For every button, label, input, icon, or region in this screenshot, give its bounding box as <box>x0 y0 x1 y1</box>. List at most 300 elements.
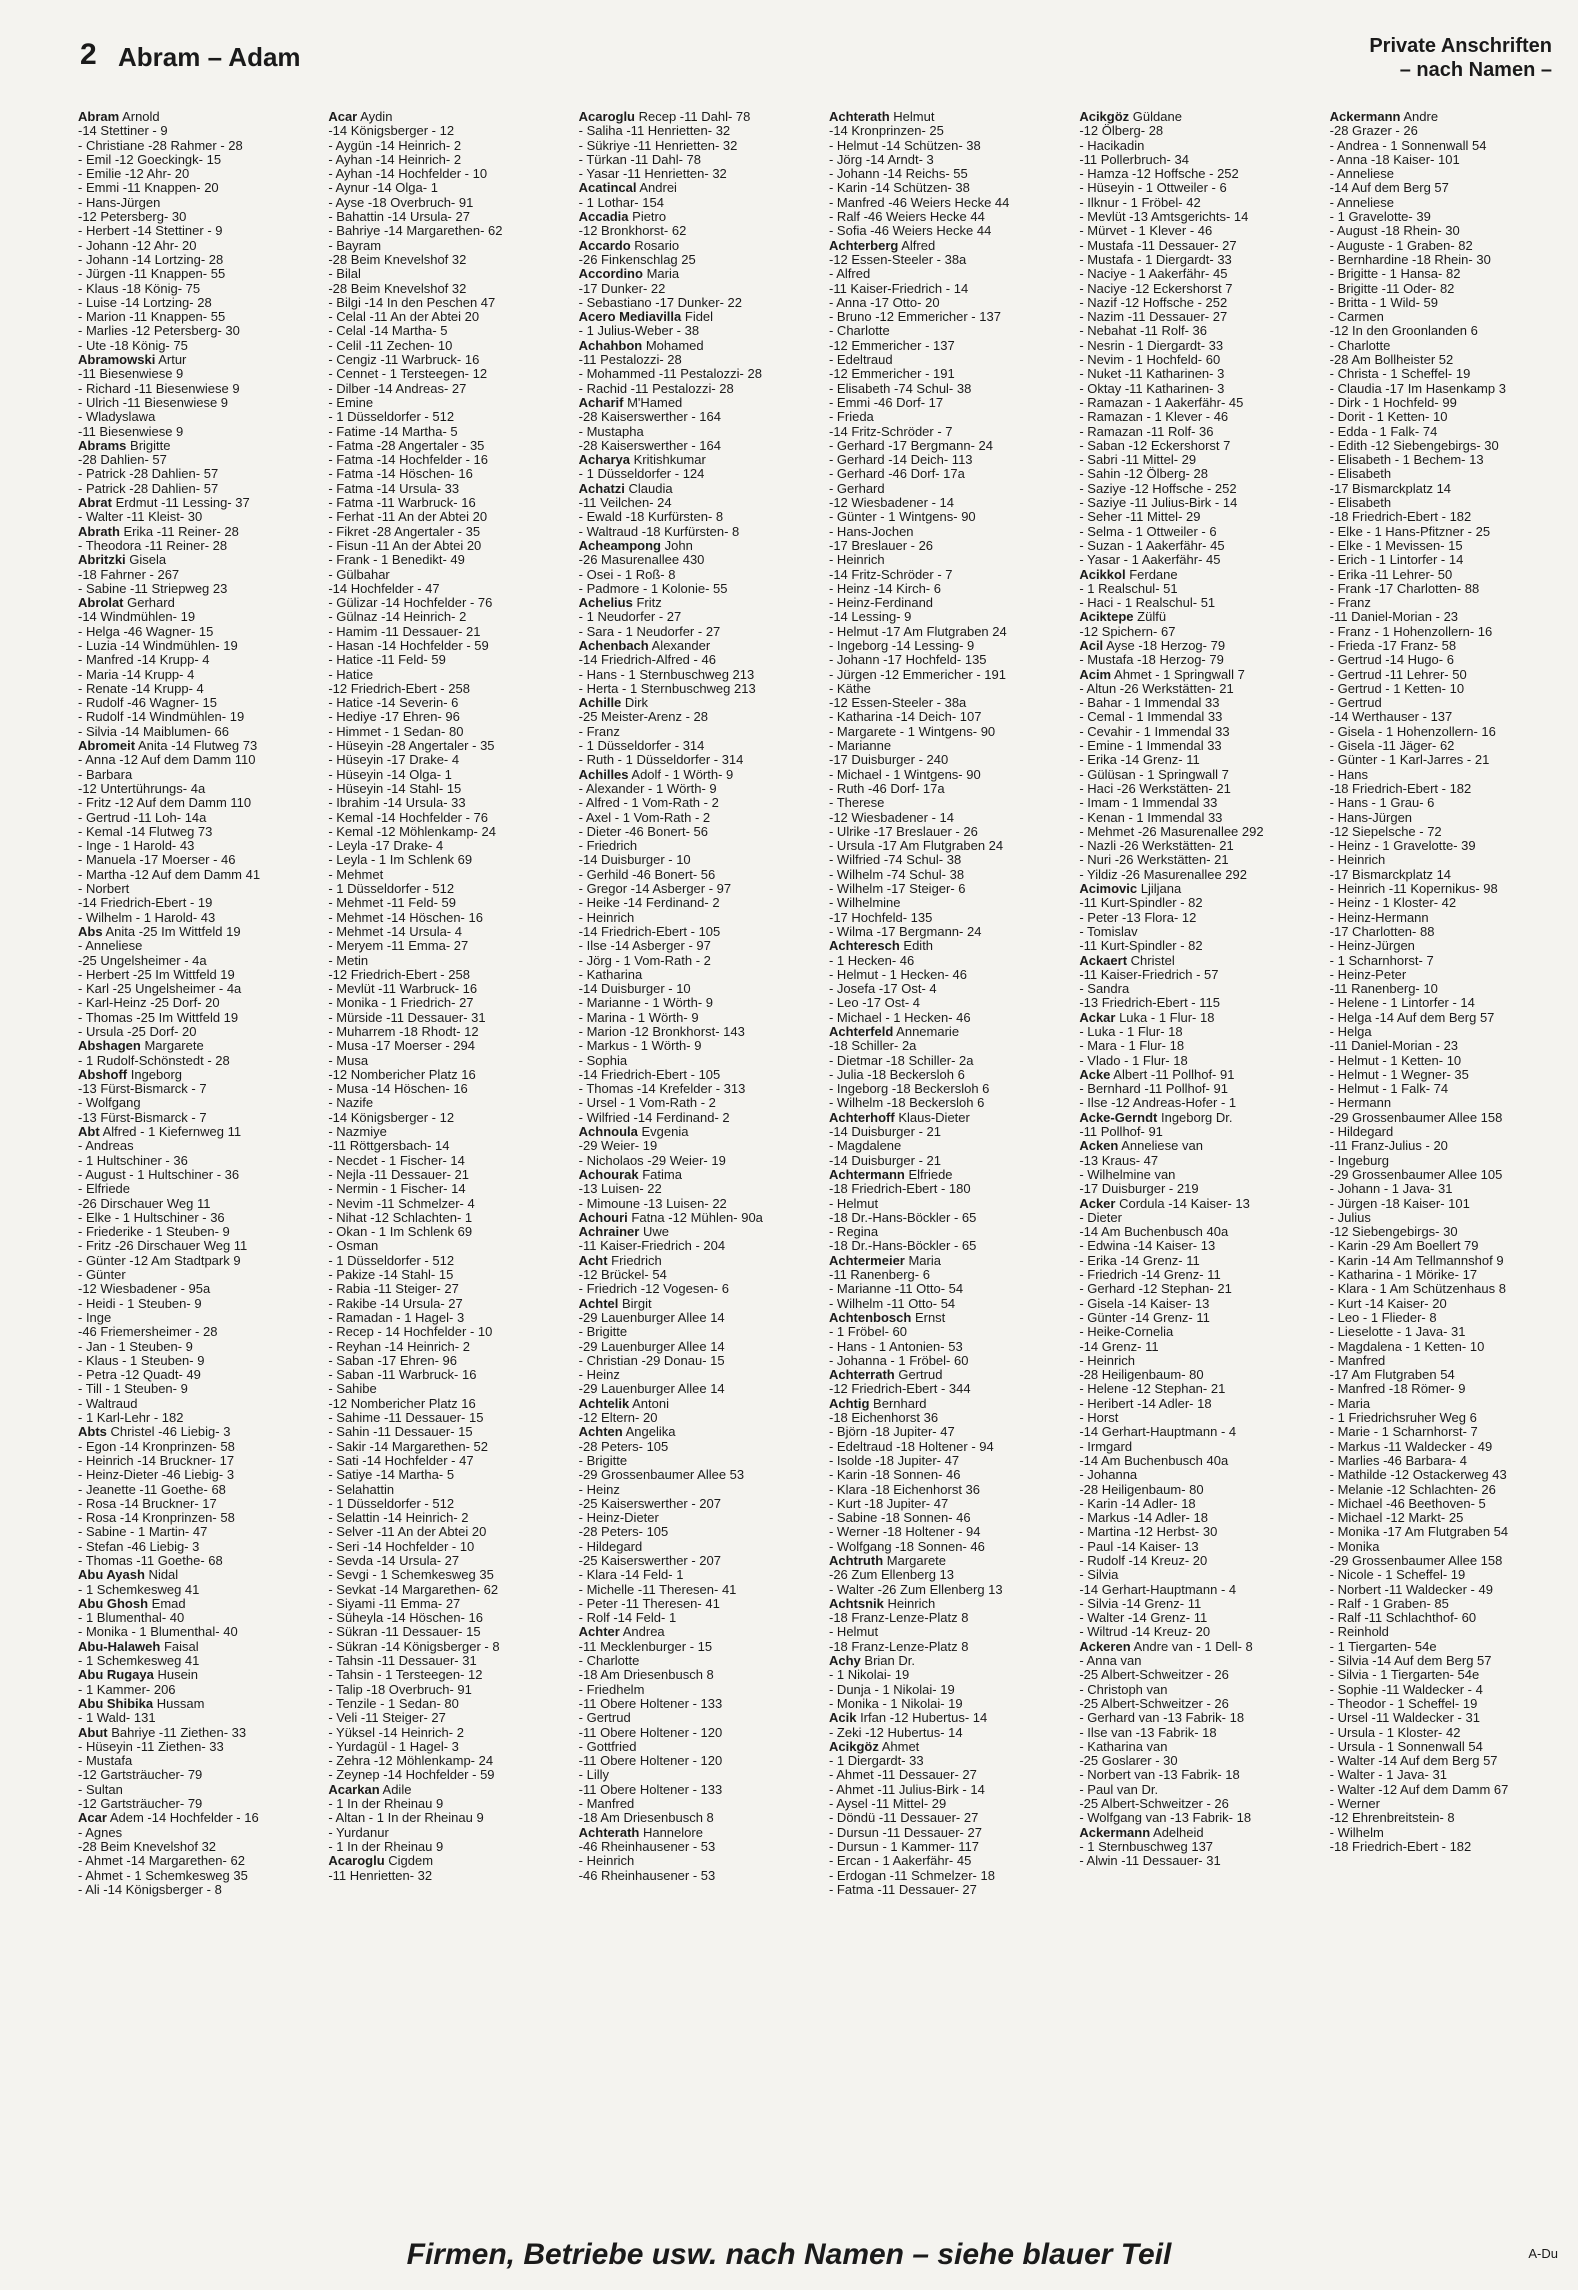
directory-entry <box>1330 1025 1568 1039</box>
entry-surname: Achourak <box>578 1167 639 1182</box>
entry-details: - Zehra -12 Möhlenkamp- 24 <box>328 1754 494 1769</box>
directory-entry <box>328 1154 566 1168</box>
directory-entry <box>1330 1740 1568 1754</box>
directory-entry <box>328 1783 566 1797</box>
directory-entry <box>1079 882 1317 896</box>
directory-entry <box>579 1340 817 1354</box>
directory-entry <box>1079 1282 1317 1296</box>
entry-details: - Altan - 1 In der Rheinau 9 <box>328 1811 484 1826</box>
entry-details: - Imam - 1 Immendal 33 <box>1079 796 1218 811</box>
directory-entry <box>1330 1625 1568 1639</box>
column-6 <box>1330 110 1568 2230</box>
entry-details: - Elisabeth -74 Schul- 38 <box>828 381 972 396</box>
entry-details: - Johann - 1 Java- 31 <box>1329 1182 1453 1197</box>
entry-details: - Günter <box>78 1268 126 1283</box>
directory-entry <box>1330 710 1568 724</box>
entry-details: - Yasar -11 Henrietten- 32 <box>578 167 727 182</box>
entry-details: - Ramazan - 1 Aakerfähr- 45 <box>1079 395 1244 410</box>
directory-entry <box>579 1039 817 1053</box>
entry-details: - Padmore - 1 Kolonie- 55 <box>578 581 728 596</box>
directory-entry <box>1079 1197 1317 1211</box>
entry-details: - Fatma -14 Ursula- 33 <box>328 481 460 496</box>
directory-entry <box>829 267 1067 281</box>
directory-entry <box>78 1840 316 1854</box>
entry-surname: Abt <box>78 1125 100 1140</box>
directory-entry <box>1079 811 1317 825</box>
directory-entry <box>78 181 316 195</box>
directory-entry <box>1079 110 1317 124</box>
directory-entry <box>579 925 817 939</box>
entry-details: - Richard -11 Biesenwiese 9 <box>78 381 240 396</box>
entry-details: Ingeborg Dr. <box>1157 1110 1233 1125</box>
entry-surname: Achy <box>828 1654 861 1669</box>
entry-surname: Achterberg <box>828 238 899 253</box>
entry-details: - Selattin -14 Heinrich- 2 <box>328 1511 469 1526</box>
entry-details: - Elisabeth <box>1329 467 1392 482</box>
entry-details: - Türkan -11 Dahl- 78 <box>578 152 702 167</box>
directory-entry <box>1079 1754 1317 1768</box>
directory-entry <box>78 596 316 610</box>
entry-details: - Rosa -14 Bruckner- 17 <box>78 1496 217 1511</box>
entry-details: - 1 Gravelotte- 39 <box>1329 210 1431 225</box>
entry-details: - Celal -11 An der Abtei 20 <box>328 310 480 325</box>
directory-entry <box>78 510 316 524</box>
entry-details: - Monika - 1 Nikolai- 19 <box>828 1696 963 1711</box>
entry-details: - Friedrich -14 Grenz- 11 <box>1079 1268 1221 1283</box>
directory-entry <box>1079 496 1317 510</box>
directory-entry <box>579 739 817 753</box>
entry-details: - Alfred - 1 Vom-Rath - 2 <box>578 796 719 811</box>
entry-details: - 1 Neudorfer - 27 <box>578 610 682 625</box>
entry-surname: Achahbon <box>578 338 643 353</box>
entry-details: - 1 Düsseldorfer - 512 <box>328 882 455 897</box>
entry-details: - Friedrich <box>578 839 638 854</box>
entry-details: - Hatice -11 Feld- 59 <box>328 653 446 668</box>
entry-surname: Abu Ayash <box>78 1568 145 1583</box>
entry-details: - Johanna - 1 Fröbel- 60 <box>828 1353 969 1368</box>
entry-details: - Yasar - 1 Aakerfähr- 45 <box>1079 553 1221 568</box>
entry-details: - Gregor -14 Asberger - 97 <box>578 882 732 897</box>
entry-details: - Manfred -14 Krupp- 4 <box>78 653 210 668</box>
entry-details: - 1 Rudolf-Schönstedt - 28 <box>78 1053 230 1068</box>
entry-details: - Margarete - 1 Wintgens- 90 <box>828 724 996 739</box>
directory-entry <box>579 1540 817 1554</box>
directory-entry <box>78 1397 316 1411</box>
directory-entry <box>829 1654 1067 1668</box>
entry-details: - Wilhelmine <box>828 896 901 911</box>
entry-details: -46 Rheinhausener - 53 <box>578 1839 716 1854</box>
entry-details: Adile <box>379 1782 412 1797</box>
entry-details: -14 Werthauser - 137 <box>1329 710 1453 725</box>
directory-entry <box>579 939 817 953</box>
entry-details: - Marlies -46 Barbara- 4 <box>1329 1453 1467 1468</box>
page-number: 2 <box>80 38 97 71</box>
directory-entry <box>1330 911 1568 925</box>
directory-entry <box>1330 1468 1568 1482</box>
entry-details: - Bahar - 1 Immendal 33 <box>1079 696 1220 711</box>
entry-details: - Mehmet -26 Masurenallee 292 <box>1079 824 1264 839</box>
directory-entry <box>1330 582 1568 596</box>
entry-details: - Elke - 1 Hultschiner - 36 <box>78 1210 225 1225</box>
entry-details: - Sabine -11 Striepweg 23 <box>78 581 228 596</box>
directory-entry <box>1330 167 1568 181</box>
entry-details: - Hüseyin -17 Drake- 4 <box>328 753 460 768</box>
directory-entry <box>328 1397 566 1411</box>
entry-details: - Gisela - 1 Hohenzollern- 16 <box>1329 724 1496 739</box>
entry-surname: Acht <box>578 1253 608 1268</box>
entry-details: - Brigitte -11 Oder- 82 <box>1329 281 1455 296</box>
directory-entry <box>1079 1382 1317 1396</box>
entry-details: - Walter -14 Auf dem Berg 57 <box>1329 1754 1498 1769</box>
entry-details: - Helene - 1 Lintorfer - 14 <box>1329 996 1475 1011</box>
entry-details: -28 Beim Knevelshof 32 <box>78 1839 217 1854</box>
entry-details: Aydin <box>357 110 393 124</box>
entry-details: -28 Peters- 105 <box>578 1525 669 1540</box>
directory-entry <box>328 110 566 124</box>
directory-entry <box>1330 539 1568 553</box>
entry-details: - Rudolf -46 Wagner- 15 <box>78 696 217 711</box>
entry-details: - 1 Scharnhorst- 7 <box>1329 953 1434 968</box>
directory-entry <box>78 568 316 582</box>
entry-details: - Frank -17 Charlotten- 88 <box>1329 581 1480 596</box>
directory-entry <box>579 1311 817 1325</box>
directory-entry <box>1079 968 1317 982</box>
directory-entry <box>78 382 316 396</box>
entry-details: - 1 Tiergarten- 54e <box>1329 1639 1437 1654</box>
directory-entry <box>579 625 817 639</box>
entry-details: - Ibrahim -14 Ursula- 33 <box>328 796 466 811</box>
entry-details: - Manfred <box>578 1797 635 1812</box>
entry-details: - Ercan - 1 Aakerfähr- 45 <box>828 1854 972 1869</box>
directory-entry <box>579 568 817 582</box>
entry-details: -11 Kurt-Spindler - 82 <box>1079 939 1203 954</box>
entry-details: -14 Kronprinzen- 25 <box>828 124 944 139</box>
entry-details: - Hans-Jürgen <box>78 195 161 210</box>
entry-surname: Abrams <box>78 438 127 453</box>
directory-entry <box>328 911 566 925</box>
entry-details: Gerhard <box>123 596 175 611</box>
directory-entry <box>1330 753 1568 767</box>
entry-details: - Markus -14 Adler- 18 <box>1079 1511 1208 1526</box>
entry-details: -28 Heiligenbaum- 80 <box>1079 1482 1204 1497</box>
directory-entry <box>328 882 566 896</box>
directory-entry <box>1079 825 1317 839</box>
entry-details: - 1 In der Rheinau 9 <box>328 1797 444 1812</box>
directory-entry <box>579 1668 817 1682</box>
directory-entry <box>328 1211 566 1225</box>
directory-entry <box>1079 410 1317 424</box>
directory-entry <box>78 582 316 596</box>
directory-entry <box>78 653 316 667</box>
entry-details: - Hacikadin <box>1079 138 1145 153</box>
entry-details: -29 Grossenbaumer Allee 158 <box>1329 1553 1503 1568</box>
entry-details: - Dieter <box>1079 1210 1122 1225</box>
entry-details: - Thomas -14 Krefelder - 313 <box>578 1082 746 1097</box>
entry-details: -18 Franz-Lenze-Platz 8 <box>828 1639 969 1654</box>
entry-details: - Hasan -14 Hochfelder - 59 <box>328 638 489 653</box>
directory-entry <box>1079 1668 1317 1682</box>
directory-entry <box>579 1597 817 1611</box>
directory-entry <box>78 882 316 896</box>
directory-entry <box>1330 1182 1568 1196</box>
entry-details: - Ruth - 1 Düsseldorfer - 314 <box>578 753 744 768</box>
directory-entry <box>829 110 1067 124</box>
entry-details: - Rakibe -14 Ursula- 27 <box>328 1296 463 1311</box>
directory-entry <box>829 668 1067 682</box>
entry-details: -14 Am Buchenbusch 40a <box>1079 1453 1229 1468</box>
entry-details: - Nihat -12 Schlachten- 1 <box>328 1210 473 1225</box>
entry-details: -11 Röttgersbach- 14 <box>328 1139 450 1154</box>
entry-details: - Mathilde -12 Ostackerweg 43 <box>1329 1468 1507 1483</box>
directory-entry <box>78 310 316 324</box>
entry-details: - Herbert -25 Im Wittfeld 19 <box>78 967 235 982</box>
entry-details: - Lilly <box>578 1768 609 1783</box>
entry-details: Recep -11 Dahl- 78 <box>635 110 751 124</box>
directory-entry <box>1079 1268 1317 1282</box>
entry-details: - Ahmet - 1 Schemkesweg 35 <box>78 1868 248 1883</box>
directory-entry <box>1079 1139 1317 1153</box>
directory-entry <box>1330 668 1568 682</box>
entry-details: - Klaus - 1 Steuben- 9 <box>78 1353 205 1368</box>
entry-details: - Nuket -11 Katharinen- 3 <box>1079 367 1225 382</box>
directory-entry <box>78 296 316 310</box>
entry-details: - Marianne <box>828 739 892 754</box>
directory-entry <box>579 1768 817 1782</box>
entry-surname: Acharya <box>578 453 630 468</box>
directory-entry <box>579 1111 817 1125</box>
directory-entry <box>829 1311 1067 1325</box>
entry-details: - Jörg - 1 Vom-Rath - 2 <box>578 953 711 968</box>
entry-surname: Abs <box>78 924 103 939</box>
entry-details: - Michael -12 Markt- 25 <box>1329 1511 1464 1526</box>
directory-entry <box>579 1239 817 1253</box>
directory-entry <box>328 1726 566 1740</box>
entry-details: Margarete <box>140 1039 204 1054</box>
directory-entry <box>579 1297 817 1311</box>
directory-entry <box>829 839 1067 853</box>
entry-details: -12 Siepelsche - 72 <box>1329 824 1442 839</box>
directory-entry <box>579 1225 817 1239</box>
directory-entry <box>1330 653 1568 667</box>
directory-entry <box>1330 1239 1568 1253</box>
directory-entry <box>829 1611 1067 1625</box>
directory-entry <box>579 367 817 381</box>
directory-entry <box>1330 1811 1568 1825</box>
entry-details: -28 Dahlien- 57 <box>78 453 167 468</box>
entry-details: - Isolde -18 Jupiter- 47 <box>828 1453 960 1468</box>
directory-entry <box>1079 1454 1317 1468</box>
directory-entry <box>78 1068 316 1082</box>
entry-surname: Abram <box>78 110 120 124</box>
directory-entry <box>78 167 316 181</box>
column-2 <box>328 110 566 2230</box>
entry-details: -11 Veilchen- 24 <box>578 496 672 511</box>
entry-details: Uwe <box>639 1225 669 1240</box>
directory-entry <box>829 1096 1067 1110</box>
directory-entry <box>78 1597 316 1611</box>
directory-entry <box>1330 1382 1568 1396</box>
entry-details: - Luise -14 Lortzing- 28 <box>78 295 212 310</box>
entry-details: - Gertrud -11 Lehrer- 50 <box>1329 667 1467 682</box>
entry-details: - Selahattin <box>328 1482 395 1497</box>
directory-entry <box>1330 353 1568 367</box>
entry-details: - Yurdagül - 1 Hagel- 3 <box>328 1739 459 1754</box>
entry-surname: Achten <box>578 1425 623 1440</box>
entry-details: - Ramazan -11 Rolf- 36 <box>1079 424 1214 439</box>
entry-details: Brigitte <box>126 438 171 453</box>
directory-entry <box>1079 353 1317 367</box>
entry-details: - Hediye -17 Ehren- 96 <box>328 710 460 725</box>
directory-entry <box>579 696 817 710</box>
entry-details: - 1 Karl-Lehr - 182 <box>78 1411 184 1426</box>
entry-details: Ernst <box>911 1310 946 1325</box>
directory-entry <box>1330 482 1568 496</box>
entry-details: Kritishkumar <box>629 453 706 468</box>
directory-entry <box>78 1625 316 1639</box>
entry-details: - Wilfried -14 Ferdinand- 2 <box>578 1110 730 1125</box>
corner-code: A-Du <box>1528 2246 1558 2261</box>
directory-entry <box>1079 396 1317 410</box>
entry-details: - 1 Sternbuschweg 137 <box>1079 1839 1214 1854</box>
entry-details: - Franz - 1 Hohenzollern- 16 <box>1329 624 1493 639</box>
entry-details: - Hans-Jochen <box>828 524 914 539</box>
entry-details: - Gülizar -14 Hochfelder - 76 <box>328 596 493 611</box>
directory-entry <box>829 1483 1067 1497</box>
entry-details: - Norbert <box>78 882 130 897</box>
directory-entry <box>1079 1154 1317 1168</box>
directory-entry <box>78 1096 316 1110</box>
directory-entry <box>829 1425 1067 1439</box>
directory-entry <box>328 1583 566 1597</box>
entry-details: -14 Friedrich-Alfred - 46 <box>578 653 716 668</box>
entry-details: - Waltraud <box>78 1396 138 1411</box>
entry-surname: Achnoula <box>578 1125 638 1140</box>
directory-entry <box>1079 582 1317 596</box>
directory-entry <box>328 382 566 396</box>
directory-entry <box>328 353 566 367</box>
directory-entry <box>1330 1354 1568 1368</box>
entry-details: - Nicole - 1 Scheffel- 19 <box>1329 1568 1466 1583</box>
entry-details: - Erika -14 Grenz- 11 <box>1079 753 1200 768</box>
directory-entry <box>1330 739 1568 753</box>
entry-details: -11 Henrietten- 32 <box>328 1868 433 1883</box>
entry-details: - Kurt -18 Jupiter- 47 <box>828 1496 949 1511</box>
entry-details: - Meryem -11 Emma- 27 <box>328 939 469 954</box>
entry-details: - Ramadan - 1 Hagel- 3 <box>328 1310 465 1325</box>
directory-entry <box>1079 1740 1317 1754</box>
directory-columns <box>78 110 1568 2230</box>
entry-details: - Gottfried <box>578 1739 637 1754</box>
directory-entry <box>328 310 566 324</box>
entry-details: - Marianne -11 Otto- 54 <box>828 1282 964 1297</box>
entry-details: - Hüseyin -14 Stahl- 15 <box>328 781 462 796</box>
entry-details: -17 Bismarckplatz 14 <box>1329 867 1452 882</box>
directory-entry <box>1330 782 1568 796</box>
directory-entry <box>1330 1525 1568 1539</box>
entry-details: - 1 Fröbel- 60 <box>828 1325 908 1340</box>
directory-entry <box>1330 1797 1568 1811</box>
directory-entry <box>1079 382 1317 396</box>
directory-entry <box>579 425 817 439</box>
directory-entry <box>1330 1168 1568 1182</box>
entry-details: - Hans <box>1329 767 1368 782</box>
entry-details: Zülfü <box>1133 610 1167 625</box>
directory-entry <box>579 496 817 510</box>
entry-details: -18 Dr.-Hans-Böckler - 65 <box>828 1239 977 1254</box>
entry-details: - Seher -11 Mittel- 29 <box>1079 510 1201 525</box>
directory-entry <box>829 353 1067 367</box>
entry-details: - Edith -12 Siebengebirgs- 30 <box>1329 438 1499 453</box>
entry-details: -29 Lauenburger Allee 14 <box>578 1339 725 1354</box>
entry-details: Edith <box>899 939 934 954</box>
directory-entry <box>1330 1440 1568 1454</box>
directory-entry <box>78 1340 316 1354</box>
section-title-line2: – nach Namen – <box>1399 59 1552 81</box>
entry-details: Christel -46 Liebig- 3 <box>106 1425 231 1440</box>
entry-details: - Ursula -25 Dorf- 20 <box>78 1025 197 1039</box>
directory-entry <box>1330 825 1568 839</box>
entry-details: - Kemal -14 Flutweg 73 <box>78 824 213 839</box>
entry-details: -18 Schiller- 2a <box>828 1039 917 1054</box>
entry-details: - Alexander - 1 Wörth- 9 <box>578 781 717 796</box>
directory-entry <box>1079 1840 1317 1854</box>
entry-details: - Ilknur - 1 Fröbel- 42 <box>1079 195 1201 210</box>
entry-details: - Elisabeth - 1 Bechem- 13 <box>1329 453 1484 468</box>
entry-details: - Edeltraud <box>828 353 893 368</box>
entry-details: -11 Daniel-Morian - 23 <box>1329 1039 1459 1054</box>
entry-details: - Oktay -11 Katharinen- 3 <box>1079 381 1225 396</box>
directory-entry <box>579 296 817 310</box>
entry-details: - Ali -14 Königsberger - 8 <box>78 1882 222 1897</box>
directory-entry <box>78 1368 316 1382</box>
directory-entry <box>829 1054 1067 1068</box>
directory-entry <box>328 367 566 381</box>
entry-details: -12 Essen-Steeler - 38a <box>828 696 967 711</box>
entry-details: - Karin -18 Sonnen- 46 <box>828 1468 961 1483</box>
directory-entry <box>1079 1811 1317 1825</box>
directory-entry <box>829 568 1067 582</box>
directory-entry <box>1079 1111 1317 1125</box>
entry-details: - Barbara <box>78 767 133 782</box>
entry-details: - Saziye -12 Hoffsche - 252 <box>1079 481 1237 496</box>
directory-entry <box>78 525 316 539</box>
directory-entry <box>579 682 817 696</box>
entry-details: -11 Kurt-Spindler - 82 <box>1079 896 1203 911</box>
entry-details: Gisela <box>125 553 167 568</box>
directory-entry <box>829 439 1067 453</box>
entry-details: - Alfred <box>828 267 871 282</box>
entry-details: -26 Dirschauer Weg 11 <box>78 1196 211 1211</box>
entry-details: -17 Duisburger - 219 <box>1079 1182 1199 1197</box>
entry-surname: Ackermann <box>1079 1825 1151 1840</box>
entry-surname: Achtenbosch <box>828 1310 912 1325</box>
entry-details: - Celil -11 Zechen- 10 <box>328 338 453 353</box>
entry-details: - 1 Kammer- 206 <box>78 1682 176 1697</box>
directory-entry <box>1330 811 1568 825</box>
directory-entry <box>78 467 316 481</box>
directory-entry <box>829 382 1067 396</box>
directory-entry <box>328 396 566 410</box>
directory-entry <box>579 1454 817 1468</box>
entry-details: -14 Grenz- 11 <box>1079 1339 1159 1354</box>
directory-entry <box>328 811 566 825</box>
entry-details: Brian Dr. <box>860 1654 915 1669</box>
directory-entry <box>1079 525 1317 539</box>
directory-entry <box>328 825 566 839</box>
directory-entry <box>328 1640 566 1654</box>
directory-entry <box>1079 1425 1317 1439</box>
entry-details: Andre <box>1400 110 1439 124</box>
